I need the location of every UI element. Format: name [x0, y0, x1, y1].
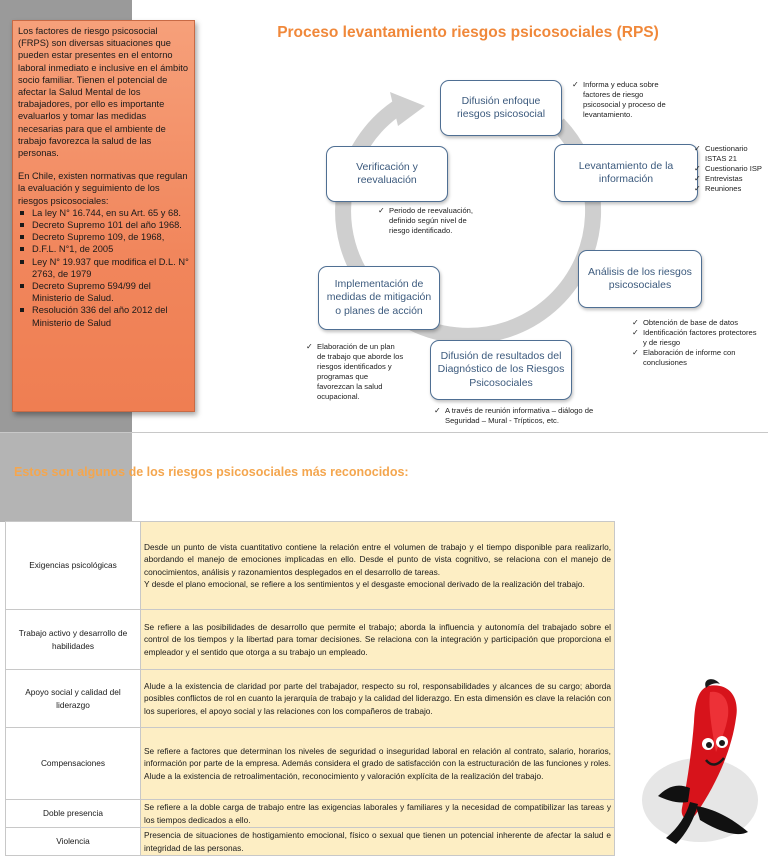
note-item: ✓ Elaboración de informe con conclusiones	[632, 348, 762, 368]
note-item: ✓ A través de reunión informativa – diálogo de Seguridad – Mural - Trípticos, etc.	[434, 406, 624, 426]
table-row	[6, 610, 615, 670]
table-row	[6, 828, 615, 856]
law-item: Resolución 336 del año 2012 del Ministerio de Salud	[32, 304, 189, 328]
note-difusion	[572, 80, 682, 120]
note-item: ✓ Cuestionario ISTAS 21	[694, 144, 766, 164]
risk-description: Presencia de situaciones de hostigamiento emocional, físico o sexual que tienen un potencial inherente de afectar la salud e integridad de las personas.	[141, 828, 615, 856]
risk-description: Se refiere a las posibilidades de desarrollo que permite el trabajo; aborda la influencia y autonomía del trabajado sobre el control de los tiempos y la libertad para tomar decisiones. Se relaciona con la integración y participación que proporciona el empleador y el sentido que otorga a su trabajo un empleado.	[141, 610, 615, 670]
risk-name: Exigencias psicológicas	[6, 522, 141, 610]
note-resultados	[434, 406, 624, 426]
regulation-intro: En Chile, existen normativas que regulan la evaluación y seguimiento de los riesgos psicosociales:	[18, 171, 188, 206]
note-implementacion	[306, 342, 404, 402]
process-title: Proceso levantamiento riesgos psicosociales (RPS)	[277, 24, 659, 41]
risks-subtitle: Estos son algunos de los riesgos psicosociales más reconocidos:	[14, 465, 409, 479]
node-verificacion: Verificación y reevaluación	[326, 146, 448, 202]
law-item: Ley N° 19.937 que modifica el D.L. N° 2763, de 1979	[32, 256, 189, 279]
note-levantamiento	[694, 144, 766, 194]
node-levantamiento: Levantamiento de la información	[554, 144, 698, 202]
law-item: La ley N° 16.744, en su Art. 65 y 68.	[32, 207, 189, 219]
risk-name: Violencia	[6, 828, 141, 856]
note-analisis	[632, 318, 762, 368]
table-row	[6, 800, 615, 828]
risk-description: Se refiere a la doble carga de trabajo entre las exigencias laborales y familiares y la necesidad de compatibilizar las tareas y los tiempos dedicados a ello.	[141, 800, 615, 828]
table-row	[6, 728, 615, 800]
risk-description: Se refiere a factores que determinan los niveles de seguridad o inseguridad laboral en relación al contrato, salario, horarios, información por parte de la empresa. Además considera el grado de satisfacción con la estructuración de las funciones y roles. Alude a la existencia de retroalimentación, reconocimiento y valoración explícita de la realización del trabajo.	[141, 728, 615, 800]
node-difusion-resultados: Difusión de resultados del Diagnóstico de los Riesgos Psicosociales	[430, 340, 572, 400]
node-analisis: Análisis de los riesgos psicosociales	[578, 250, 702, 308]
table-row	[6, 670, 615, 728]
risk-name: Doble presencia	[6, 800, 141, 828]
intro-paragraph: Los factores de riesgo psicosocial (FRPS) son diversas situaciones que pueden estar presentes en el entorno laboral inmediato e inclusive en el ámbito socio familiar. Tienen el potencial de afectar la Salud Mental de los trabajadores, por ello es importante evaluarlos y tomar las medidas necesarias para que el ambiente de trabajo favorezca la salud de las personas.	[18, 26, 189, 159]
risk-description: Alude a la existencia de claridad por parte del trabajador, respecto su rol, responsabilidades y alcances de su cargo; aborda posibles conflictos de rol en cuanto la jerarquía de trabajo y la calidad del liderazgo. En esta dimensión es clave la relación con los superiores, el apoyo social y las relaciones con los compañeros de trabajo.	[141, 670, 615, 728]
note-item: ✓ Obtención de base de datos	[632, 318, 762, 328]
risk-description-text: Y desde el plano emocional, se refiere a los sentimientos y el desgaste emocional derivado de la realización del trabajo.	[144, 578, 585, 589]
cycle-arrowhead	[390, 92, 425, 126]
risk-description-text: Desde un punto de vista cuantitativo contiene la relación entre el volumen de trabajo y el tiempo disponible para realizarlo, abordando el manejo de emociones implicadas en ello. Desde el punto de vista cognitivo, se relaciona con el manejo de conocimientos, análisis y razonamientos desplegados en el desarrollo de tareas.	[144, 541, 611, 577]
node-implementacion: Implementación de medidas de mitigación o planes de acción	[318, 266, 440, 330]
chili-mascot-illustration	[636, 678, 764, 848]
note-item: ✓ Cuestionario ISP	[694, 164, 766, 174]
law-item: Decreto Supremo 101 del año 1968.	[32, 219, 189, 231]
note-item: ✓ Elaboración de un plan de trabajo que aborde los riesgos identificados y programas que favorezcan la salud ocupacional.	[306, 342, 404, 402]
node-difusion-enfoque: Difusión enfoque riesgos psicosocial	[440, 80, 562, 136]
note-item: ✓ Entrevistas	[694, 174, 766, 184]
risk-name: Compensaciones	[6, 728, 141, 800]
note-item: ✓ Reuniones	[694, 184, 766, 194]
law-item: Decreto Supremo 109, de 1968,	[32, 231, 189, 243]
risks-table	[5, 521, 615, 856]
risk-name: Trabajo activo y desarrollo de habilidades	[6, 610, 141, 670]
note-verificacion	[378, 206, 486, 236]
risk-description	[141, 522, 615, 610]
risk-name: Apoyo social y calidad del liderazgo	[6, 670, 141, 728]
table-row	[6, 522, 615, 610]
note-item: ✓ Informa y educa sobre factores de riesgo psicosocial y proceso de levantamiento.	[572, 80, 682, 120]
note-item: ✓ Periodo de reevaluación, definido según nivel de riesgo identificado.	[378, 206, 486, 236]
note-item: ✓ Identificación factores protectores y de riesgo	[632, 328, 762, 348]
law-item: Decreto Supremo 594/99 del Ministerio de Salud.	[32, 280, 189, 304]
law-item: D.F.L. N°1, de 2005	[32, 243, 189, 255]
